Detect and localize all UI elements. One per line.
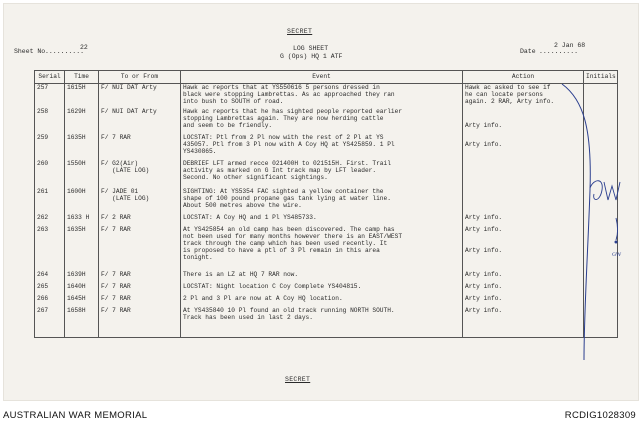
action-cell: Arty info. — [463, 271, 584, 283]
table-row — [35, 134, 618, 160]
to-from-cell: F/ 7 RAR — [99, 295, 181, 307]
to-from-cell: F/ NUI DAT Arty — [99, 84, 181, 108]
date-label: Date — [520, 48, 536, 55]
table-row — [35, 108, 618, 134]
column-header: Initials — [584, 71, 618, 84]
sheet-no-value: 22 — [80, 44, 88, 51]
action-cell: Arty info. Arty info. — [463, 226, 584, 271]
archive-credit: AUSTRALIAN WAR MEMORIAL — [3, 410, 148, 421]
log-table — [34, 70, 618, 338]
column-header: Time — [65, 71, 99, 84]
column-header: Action — [463, 71, 584, 84]
to-from-cell: F/ 7 RAR — [99, 226, 181, 271]
serial-cell: 265 — [35, 283, 65, 295]
initials-cell — [584, 271, 618, 283]
archive-reference: RCDIG1028309 — [564, 410, 636, 421]
event-cell: Hawk ac reports that at YS550616 5 persons dressed in black were stopping Lambrettas. As ac approached they ran into bush to SOUTH of road. — [181, 84, 463, 108]
time-cell: 1635H — [65, 226, 99, 271]
initials-cell — [584, 283, 618, 295]
table-row — [35, 214, 618, 226]
event-cell: DEBRIEF LFT armed recce 021400H to 021515H. First. Trail activity as marked on G Int track map by LFT leader. Second. No other significant sightings. — [181, 160, 463, 188]
column-header: To or From — [99, 71, 181, 84]
action-cell — [463, 160, 584, 188]
initials-cell — [584, 108, 618, 134]
time-cell: 1633 H — [65, 214, 99, 226]
event-cell: SIGHTING: At YS5354 FAC sighted a yellow container the shape of 100 pound propane gas tank lying at water line. About 500 metres above the wire. — [181, 188, 463, 214]
table-row — [35, 160, 618, 188]
to-from-cell: F/ 7 RAR — [99, 271, 181, 283]
action-cell: Arty info. — [463, 214, 584, 226]
log-sheet-title: LOG SHEET — [293, 45, 329, 52]
serial-cell: 264 — [35, 271, 65, 283]
time-cell: 1658H — [65, 307, 99, 338]
event-cell: LOCSTAT: Ptl from 2 Pl now with the rest of 2 Pl at YS 435057. Ptl from 3 Pl now with A Coy HQ at YS425859. 1 Pl YS430865. — [181, 134, 463, 160]
action-cell: Arty info. — [463, 307, 584, 338]
time-cell: 1635H — [65, 134, 99, 160]
event-cell: There is an LZ at HQ 7 RAR now. — [181, 271, 463, 283]
serial-cell: 258 — [35, 108, 65, 134]
serial-cell: 262 — [35, 214, 65, 226]
sheet-no-label: Sheet No — [14, 48, 46, 55]
initials-cell — [584, 226, 618, 271]
table-row — [35, 295, 618, 307]
table-row — [35, 307, 618, 338]
action-cell: Hawk ac asked to see if he can locate persons again. 2 RAR, Arty info. — [463, 84, 584, 108]
event-cell: 2 Pl and 3 Pl are now at A Coy HQ location. — [181, 295, 463, 307]
initials-cell — [584, 295, 618, 307]
classification-bottom: SECRET — [285, 376, 311, 383]
initials-signature: GW — [612, 252, 622, 258]
unit-name: G (Ops) HQ 1 ATF — [280, 53, 343, 60]
serial-cell: 261 — [35, 188, 65, 214]
event-cell: Hawk ac reports that he has sighted people reported earlier stopping Lambrettas again. They are now herding cattle and seem to be friendly. — [181, 108, 463, 134]
action-cell: Arty info. — [463, 295, 584, 307]
action-cell — [463, 188, 584, 214]
serial-cell: 267 — [35, 307, 65, 338]
time-cell: 1600H — [65, 188, 99, 214]
event-cell: At YS425854 an old camp has been discovered. The camp has not been used for many months however there is an EAST/WEST track through the camp which has been used recently. It is proposed to have a ptl of 3 Pl remain in this area tonight. — [181, 226, 463, 271]
event-cell: LOCSTAT: Night location C Coy Complete YS404815. — [181, 283, 463, 295]
sheet-no-dots: .......... — [45, 48, 85, 55]
time-cell: 1615H — [65, 84, 99, 108]
initials-cell — [584, 84, 618, 108]
action-cell: Arty info. — [463, 283, 584, 295]
time-cell: 1640H — [65, 283, 99, 295]
table-row — [35, 283, 618, 295]
to-from-cell: F/ 2 RAR — [99, 214, 181, 226]
initials-cell — [584, 160, 618, 188]
serial-cell: 266 — [35, 295, 65, 307]
to-from-cell: F/ 7 RAR — [99, 307, 181, 338]
to-from-cell: F/ 7 RAR — [99, 283, 181, 295]
time-cell: 1550H — [65, 160, 99, 188]
event-cell: At YS435840 10 Pl found an old track running NORTH SOUTH. Track has been used in last 2 days. — [181, 307, 463, 338]
event-cell: LOCSTAT: A Coy HQ and 1 Pl YS485733. — [181, 214, 463, 226]
table-row — [35, 84, 618, 108]
initials-cell — [584, 307, 618, 338]
date-dots: .......... — [539, 48, 579, 55]
table-row — [35, 271, 618, 283]
time-cell: 1645H — [65, 295, 99, 307]
to-from-cell: F/ NUI DAT Arty — [99, 108, 181, 134]
serial-cell: 260 — [35, 160, 65, 188]
time-cell: 1639H — [65, 271, 99, 283]
date-value: 2 Jan 68 — [554, 42, 586, 49]
log-sheet-paper — [3, 3, 639, 401]
classification-top: SECRET — [287, 28, 313, 35]
table-header-row — [35, 71, 618, 84]
time-cell: 1629H — [65, 108, 99, 134]
action-cell: Arty info. — [463, 108, 584, 134]
serial-cell: 257 — [35, 84, 65, 108]
table-row — [35, 226, 618, 271]
table-row — [35, 188, 618, 214]
serial-cell: 263 — [35, 226, 65, 271]
to-from-cell: F/ 7 RAR — [99, 134, 181, 160]
to-from-cell: F/ JADE 01 (LATE LOG) — [99, 188, 181, 214]
to-from-cell: F/ G2(Air) (LATE LOG) — [99, 160, 181, 188]
column-header: Serial — [35, 71, 65, 84]
action-cell: Arty info. — [463, 134, 584, 160]
column-header: Event — [181, 71, 463, 84]
initials-cell — [584, 214, 618, 226]
serial-cell: 259 — [35, 134, 65, 160]
initials-cell — [584, 134, 618, 160]
initials-cell — [584, 188, 618, 214]
